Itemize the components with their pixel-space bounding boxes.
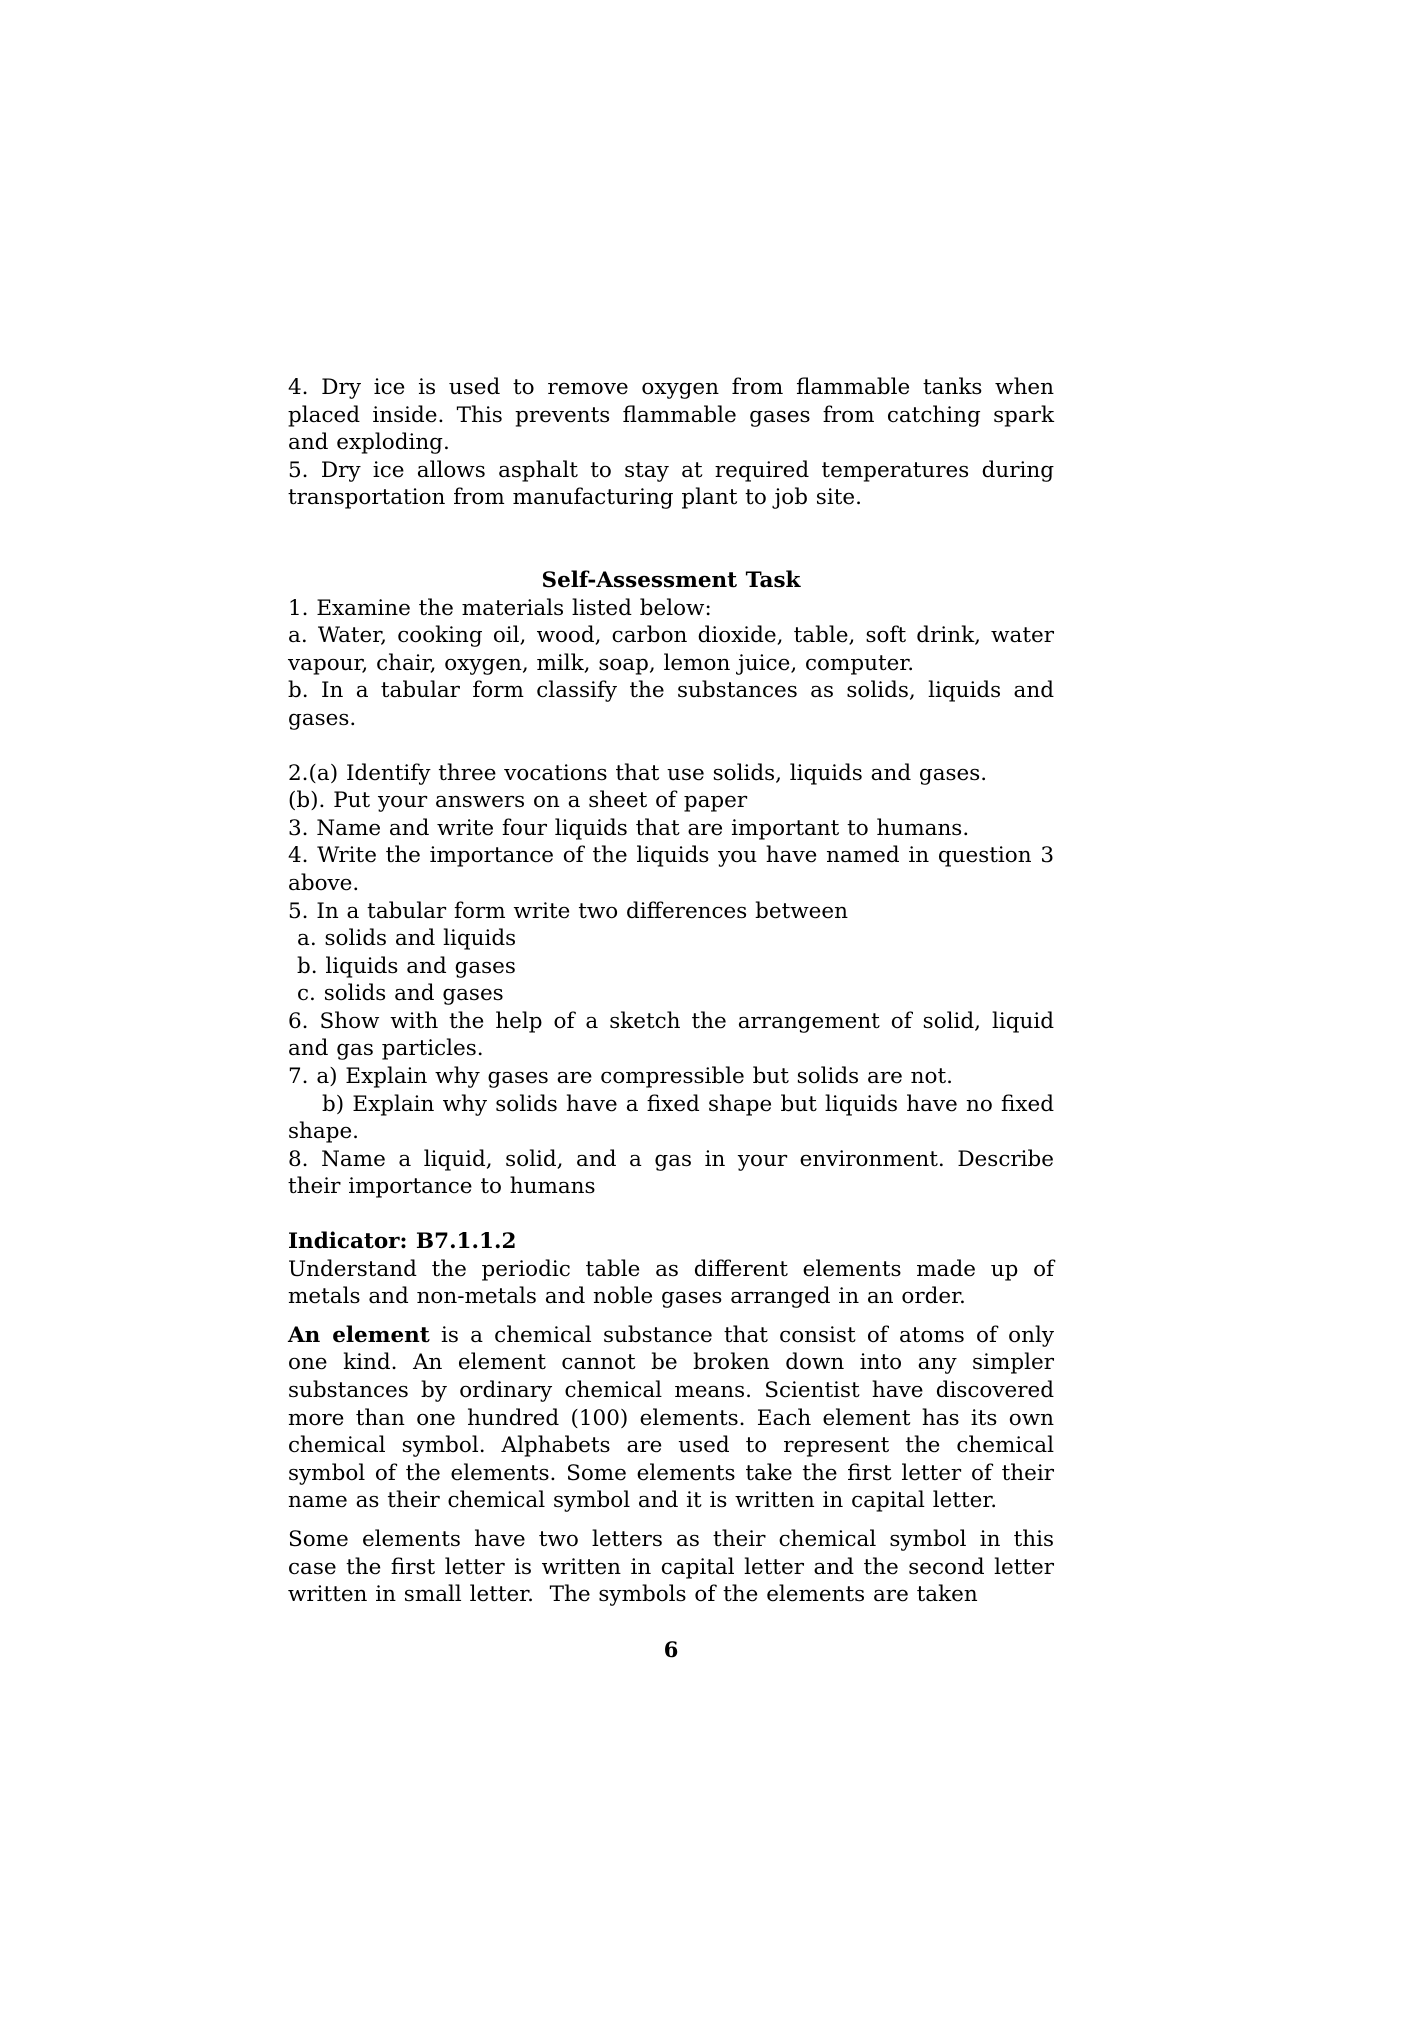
question-5a: a. solids and liquids bbox=[297, 926, 517, 952]
symbols-paragraph: Some elements have two letters as their chemical symbol in this case the first letter is written in capital letter and the second letter written in small letter. The symbols of the elements are taken bbox=[288, 1526, 1054, 1608]
question-8: 8. Name a liquid, solid, and a gas in your environment. Describe their importance to humans bbox=[288, 1146, 1054, 1200]
element-definition-text: is a chemical substance that consist of atoms of only one kind. An element cannot be broken down into any simpler substances by ordinary chemical means. Scientist have discovered more than one hundred (100) elements. Each element has its own chemical symbol. Alphabets are used to represent the chemical symbol of the elements. Some elements take the first letter of their name as their chemical symbol and it is written in capital letter. bbox=[288, 1322, 1054, 1514]
question-7a: 7. a) Explain why gases are compressible but solids are not. bbox=[288, 1064, 953, 1090]
element-term: An element bbox=[288, 1322, 430, 1348]
question-7b: b) Explain why solids have a fixed shape but liquids have no fixed shape. bbox=[288, 1091, 1054, 1145]
page-content bbox=[288, 374, 1054, 1609]
indicator-label: Indicator: B7.1.1.2 bbox=[288, 1229, 517, 1255]
page-number: 6 bbox=[663, 1637, 679, 1662]
question-5c: c. solids and gases bbox=[297, 981, 504, 1007]
question-1b: b. In a tabular form classify the substances as solids, liquids and gases. bbox=[288, 678, 1054, 731]
question-5b: b. liquids and gases bbox=[297, 953, 516, 979]
question-5: 5. In a tabular form write two differences between bbox=[288, 898, 848, 924]
intro-item-4: 4. Dry ice is used to remove oxygen from flammable tanks when placed inside. This prevents flammable gases from catching spark and exploding. bbox=[288, 375, 1054, 456]
question-2b: (b). Put your answers on a sheet of paper bbox=[288, 788, 748, 814]
question-4: 4. Write the importance of the liquids you have named in question 3 above. bbox=[288, 843, 1054, 896]
question-3: 3. Name and write four liquids that are important to humans. bbox=[288, 815, 970, 841]
indicator-description: Understand the periodic table as different elements made up of metals and non-metals and noble gases arranged in an order. bbox=[288, 1256, 1054, 1310]
question-6: 6. Show with the help of a sketch the arrangement of solid, liquid and gas particles. bbox=[288, 1008, 1054, 1062]
question-1a: a. Water, cooking oil, wood, carbon dioxide, table, soft drink, water vapour, chair, oxygen, milk, soap, lemon juice, computer. bbox=[288, 623, 1054, 676]
element-definition-paragraph bbox=[288, 1322, 1054, 1515]
question-2a: 2.(a) Identify three vocations that use solids, liquids and gases. bbox=[288, 760, 988, 786]
question-1: 1. Examine the materials listed below: bbox=[288, 595, 712, 621]
intro-item-5: 5. Dry ice allows asphalt to stay at required temperatures during transportation from manufacturing plant to job site. bbox=[288, 457, 1054, 511]
self-assessment-heading: Self-Assessment Task bbox=[541, 567, 801, 593]
